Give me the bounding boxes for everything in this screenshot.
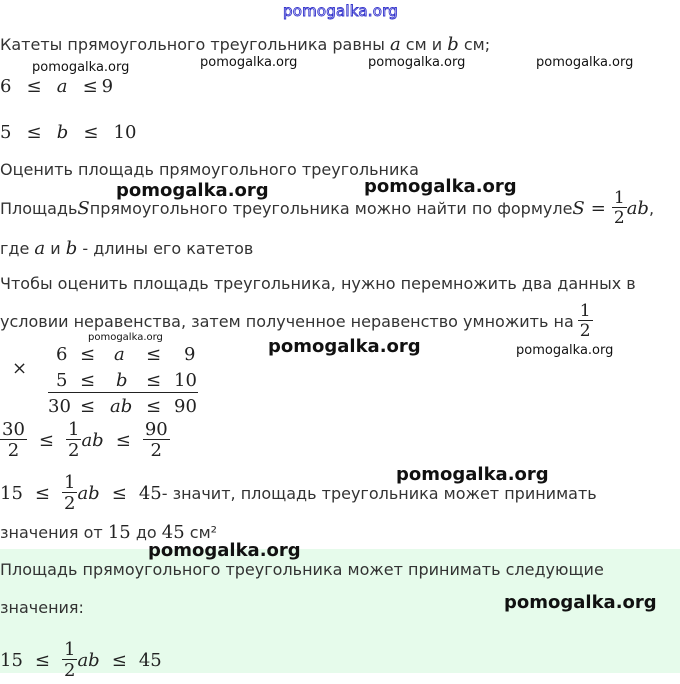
result-le2: ≤ [111, 482, 127, 504]
answer-hi: 45 [138, 649, 162, 671]
ineq-a-lo: 6 [0, 76, 12, 97]
answer-line-2: значения: [0, 598, 84, 617]
range-to: 45 [161, 522, 185, 543]
half-lo [0, 418, 27, 461]
result-half-den: 2 [64, 492, 76, 514]
mult-row3-var: ab [110, 396, 133, 417]
watermark-small-4: pomogalka.org [536, 55, 634, 70]
watermark-top: pomogalka.org [283, 2, 398, 20]
half-mid-num: 1 [68, 418, 80, 440]
ineq-b-var: b [56, 122, 69, 143]
intro-text-1: Катеты прямоугольного треугольника равны [0, 35, 390, 54]
half-inequality [0, 416, 170, 464]
times-sign: × [12, 358, 28, 379]
formula-text-2: прямоугольного треугольника можно найти по формуле [89, 198, 573, 218]
mult-row3-le1: ≤ [80, 396, 96, 417]
inequality-b [0, 122, 136, 143]
answer-inequality [0, 636, 162, 684]
legs-var-b: b [65, 238, 78, 259]
mult-row1-var: a [114, 344, 125, 365]
half-le2: ≤ [115, 429, 131, 451]
answer-line-1: Площадь прямоугольного треугольника может принимать следующие [0, 560, 604, 579]
ineq-b-hi: 10 [113, 122, 137, 143]
result-hi: 45 [138, 482, 162, 504]
mult-row3-hi: 90 [174, 396, 197, 417]
formula-half [612, 187, 627, 228]
mult-row-3 [48, 396, 198, 418]
formula-half-den: 2 [613, 207, 625, 228]
var-b: b [447, 34, 459, 55]
result-half [62, 471, 77, 514]
mult-row2-le2: ≤ [146, 370, 162, 391]
answer-half-den: 2 [64, 659, 76, 681]
ineq-a-var: a [56, 76, 68, 97]
mult-row1-hi: 9 [184, 344, 196, 365]
result-line [0, 470, 597, 516]
half-le1: ≤ [38, 429, 54, 451]
legs-text-1: где [0, 239, 35, 258]
answer-var: ab [77, 649, 100, 671]
half-hi-den: 2 [143, 439, 170, 460]
result-le1: ≤ [34, 482, 50, 504]
result-lo: 15 [0, 482, 23, 504]
range-text-2: до [130, 523, 162, 542]
explain-text-2: условии неравенства, затем полученное неравенство умножить на [0, 311, 574, 331]
task-text: Оценить площадь прямоугольного треугольника [0, 160, 419, 179]
mult-row2-hi: 10 [174, 370, 197, 391]
mult-row1-le1: ≤ [80, 344, 96, 365]
half-mid-den: 2 [68, 439, 80, 461]
half-lo-num: 30 [2, 418, 25, 440]
watermark-small-3: pomogalka.org [368, 55, 466, 70]
ineq-a-le2: ≤ [82, 76, 98, 97]
watermark-large-4: pomogalka.org [396, 464, 549, 485]
half-hi [143, 418, 170, 461]
result-text: - значит, площадь треугольника может принимать [161, 483, 597, 503]
mult-divider [48, 392, 198, 393]
watermark-small-5: pomogalka.org [516, 343, 614, 358]
legs-text-2: и [45, 239, 66, 258]
ineq-a-le1: ≤ [26, 76, 42, 97]
var-a: a [389, 34, 401, 55]
watermark-large-5: pomogalka.org [148, 540, 301, 561]
ineq-b-le1: ≤ [26, 122, 42, 143]
formula-half-num: 1 [613, 187, 625, 208]
watermark-large-2: pomogalka.org [364, 176, 517, 197]
half-lo-den: 2 [0, 439, 27, 460]
answer-half-num: 1 [64, 638, 76, 660]
ineq-a-hi: 9 [101, 76, 114, 97]
answer-le1: ≤ [34, 649, 50, 671]
watermark-xs-1: pomogalka.org [88, 332, 163, 343]
ineq-b-le2: ≤ [83, 122, 99, 143]
result-half-num: 1 [64, 471, 76, 493]
answer-half [62, 638, 77, 681]
watermark-large-6: pomogalka.org [504, 592, 657, 613]
explain-half [578, 300, 593, 341]
inequality-a [0, 76, 113, 97]
mult-row3-le2: ≤ [146, 396, 162, 417]
formula-line [0, 186, 654, 230]
formula-text-1: Площадь [0, 198, 78, 218]
explain-line-1: Чтобы оценить площадь треугольника, нужно перемножить два данных в [0, 274, 636, 293]
answer-lo: 15 [0, 649, 23, 671]
answer-le2: ≤ [111, 649, 127, 671]
mult-row2-lo: 5 [56, 370, 68, 391]
range-from: 15 [107, 522, 131, 543]
formula-rhs: ab [626, 197, 649, 219]
legs-text-3: - длины его катетов [77, 239, 254, 258]
explain-half-den: 2 [579, 320, 591, 341]
result-var: ab [77, 482, 100, 504]
mult-row2-var: b [116, 370, 128, 391]
watermark-large-1: pomogalka.org [116, 180, 269, 201]
range-text-1: значения от [0, 523, 108, 542]
intro-text-3: см; [458, 35, 491, 54]
mult-row2-le1: ≤ [80, 370, 96, 391]
mult-row1-lo: 6 [56, 344, 68, 365]
mult-row1-le2: ≤ [146, 344, 162, 365]
watermark-small-2: pomogalka.org [200, 55, 298, 70]
mult-row-2 [48, 370, 198, 392]
range-unit: см² [184, 523, 218, 542]
intro-line [0, 34, 490, 55]
watermark-large-3: pomogalka.org [268, 336, 421, 357]
legs-line [0, 238, 253, 259]
var-S: S [77, 197, 90, 219]
formula-eq: = [590, 197, 606, 219]
ineq-b-lo: 5 [0, 122, 12, 143]
mult-row3-lo: 30 [48, 396, 71, 417]
half-mid [66, 418, 81, 461]
half-mid-var: ab [81, 429, 104, 451]
formula-comma: , [648, 198, 655, 218]
intro-text-2: см и [400, 35, 448, 54]
legs-var-a: a [34, 238, 46, 259]
formula-lhs: S [572, 197, 585, 219]
mult-row-1 [48, 344, 198, 366]
half-hi-num: 90 [144, 418, 168, 440]
explain-half-num: 1 [579, 300, 591, 321]
watermark-small-1: pomogalka.org [32, 60, 130, 75]
